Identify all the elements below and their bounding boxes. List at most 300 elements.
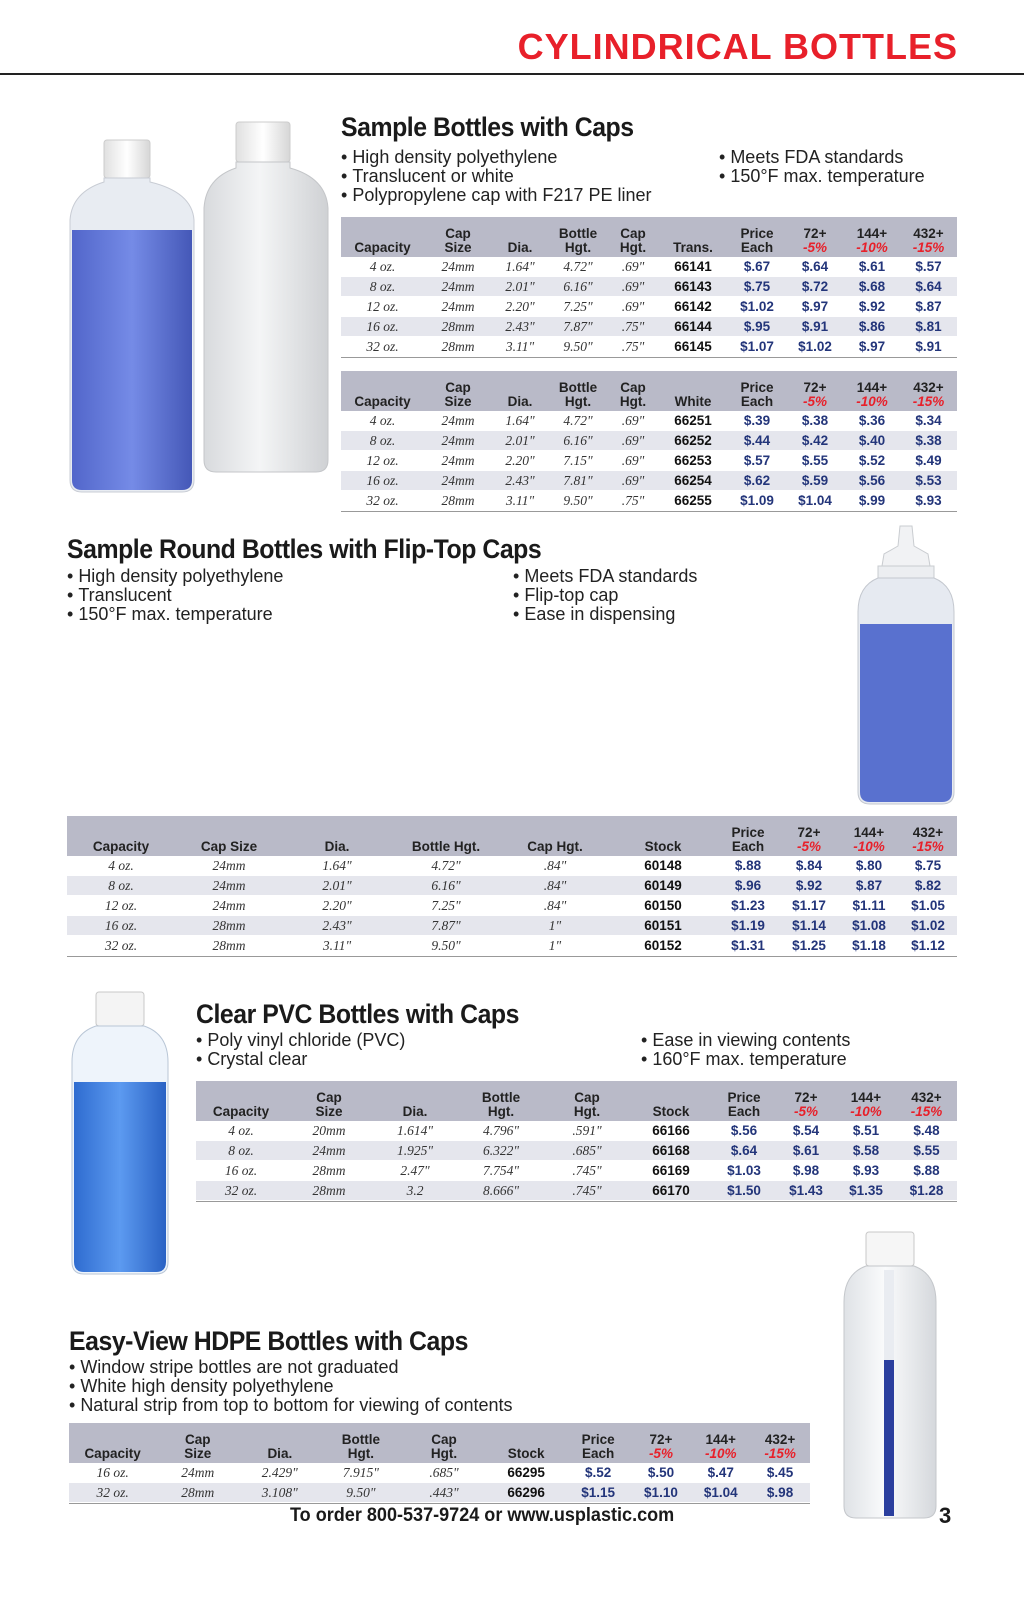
bullet-item: • Crystal clear (196, 1050, 405, 1069)
column-header-qty-144 (844, 217, 900, 257)
price-cell: $.82 (914, 878, 942, 893)
price-cell: $1.43 (789, 1183, 823, 1198)
spec-cell: .69" (621, 473, 645, 488)
price-cell: $.64 (730, 1143, 758, 1158)
bullet-item: • Poly vinyl chloride (PVC) (196, 1031, 405, 1050)
price-cell: $.99 (858, 493, 886, 508)
column-header-qty-432 (899, 816, 957, 856)
discount-label: -10% (856, 240, 888, 255)
header-line: Hgt. (573, 1104, 601, 1119)
spec-cell: 4.796" (482, 1123, 520, 1138)
easyview-title: Easy-View HDPE Bottles with Caps (69, 1326, 468, 1356)
price-cell: $.50 (647, 1465, 675, 1480)
column-header-capacity: Capacity (354, 240, 411, 255)
spec-cell: .84" (543, 858, 567, 873)
header-line: Cap (184, 1432, 211, 1447)
header-line: Each (740, 394, 774, 409)
stock-number: 66252 (674, 433, 712, 448)
spec-cell: 8 oz. (108, 878, 134, 893)
price-cell: $.61 (792, 1143, 820, 1158)
price-cell: $.39 (743, 413, 771, 428)
bullet-item: • 150°F max. temperature (719, 167, 925, 186)
spec-cell: 2.20" (505, 299, 535, 314)
price-cell: $.92 (858, 299, 886, 314)
spec-cell: .84" (543, 898, 567, 913)
spec-cell: 2.47" (400, 1163, 430, 1178)
price-cell: $.91 (915, 339, 942, 354)
header-line: Bottle (558, 380, 598, 395)
price-cell: $.34 (915, 413, 942, 428)
header-line: Each (581, 1446, 615, 1461)
table-row (341, 277, 957, 297)
price-cell: $.91 (801, 319, 829, 334)
column-header-qty-72 (786, 371, 844, 411)
column-header-stock: Trans. (673, 240, 713, 255)
header-line: Price (740, 380, 774, 395)
price-cell: $1.04 (703, 1485, 738, 1500)
column-header-price (712, 1081, 776, 1121)
stock-number: 66143 (674, 279, 712, 294)
column-header-qty-144 (839, 816, 899, 856)
bullet-item: • Ease in viewing contents (641, 1031, 850, 1050)
price-cell: $.93 (915, 493, 942, 508)
price-cell: $.57 (915, 259, 942, 274)
easyview-bottle-photo (840, 1230, 940, 1520)
spec-cell: 16 oz. (224, 1163, 258, 1178)
header-line: Hgt. (430, 1446, 458, 1461)
spec-cell: .685" (429, 1465, 459, 1480)
price-cell: $.98 (766, 1485, 794, 1500)
easyview-table (69, 1423, 810, 1504)
bullet-item: • Window stripe bottles are not graduated (69, 1358, 513, 1377)
table-header-row (67, 816, 957, 856)
pvc-bullets-right (641, 1031, 850, 1069)
spec-cell: 2.20" (505, 453, 535, 468)
price-cell: $1.08 (852, 918, 886, 933)
table-row (341, 411, 957, 431)
spec-cell: 20mm (312, 1123, 346, 1138)
table-row (67, 916, 957, 936)
header-line: Hgt. (347, 1446, 375, 1461)
spec-cell: 28mm (441, 493, 475, 508)
rule-cell (196, 1201, 957, 1203)
table-header-row (69, 1423, 810, 1463)
price-cell: $1.17 (792, 898, 826, 913)
price-cell: $.47 (707, 1465, 734, 1480)
column-header-qty-144 (691, 1423, 750, 1463)
fliptop-bottle-photo (856, 524, 956, 806)
discount-label: -15% (912, 839, 944, 854)
spec-cell: 1.614" (396, 1123, 434, 1138)
fliptop-bullets-left (67, 567, 283, 624)
spec-cell: 2.01" (322, 878, 352, 893)
spec-cell: 9.50" (563, 493, 593, 508)
spec-cell: 24mm (441, 259, 475, 274)
price-cell: $1.19 (731, 918, 765, 933)
column-header-qty-432 (750, 1423, 810, 1463)
price-cell: $.97 (858, 339, 886, 354)
price-cell: $1.03 (727, 1163, 761, 1178)
qty-break-label: 432+ (764, 1432, 796, 1447)
fliptop-title: Sample Round Bottles with Flip-Top Caps (67, 534, 542, 564)
column-header-qty-432 (896, 1081, 957, 1121)
column-header-stock: Stock (652, 1104, 690, 1119)
spec-cell: 32 oz. (96, 1485, 129, 1500)
price-cell: $.64 (915, 279, 942, 294)
spec-cell: 9.50" (346, 1485, 376, 1500)
spec-cell: 12 oz. (366, 453, 399, 468)
spec-cell: 28mm (312, 1183, 346, 1198)
price-cell: $.68 (858, 279, 886, 294)
bullet-item: • 150°F max. temperature (67, 605, 283, 624)
header-line: Bottle (341, 1432, 381, 1447)
table-bottom-rule (67, 956, 957, 958)
price-cell: $1.02 (798, 339, 832, 354)
header-line: Hgt. (564, 240, 592, 255)
bullet-item: • High density polyethylene (67, 567, 283, 586)
price-cell: $.53 (915, 473, 942, 488)
spec-cell: .84" (543, 878, 567, 893)
price-cell: $.84 (795, 858, 823, 873)
stock-number: 66166 (652, 1123, 690, 1138)
header-line: Cap (574, 1090, 600, 1105)
spec-cell: 6.16" (563, 433, 593, 448)
spec-cell: .685" (572, 1143, 602, 1158)
qty-break-label: 432+ (913, 380, 944, 395)
discount-label: -10% (853, 839, 885, 854)
spec-cell: 24mm (312, 1143, 346, 1158)
table-row (341, 431, 957, 451)
spec-cell: .69" (621, 279, 645, 294)
spec-cell: 4 oz. (108, 858, 134, 873)
spec-cell: 2.01" (505, 279, 535, 294)
table-row (341, 257, 957, 277)
table-header-row (196, 1081, 957, 1121)
sample-bottles-photo (64, 120, 334, 500)
column-header-bottle-hgt: Bottle Hgt. (411, 839, 481, 854)
spec-cell: 24mm (212, 898, 246, 913)
table-bottom-rule (341, 357, 957, 359)
stock-number: 66254 (674, 473, 712, 488)
price-cell: $1.50 (727, 1183, 761, 1198)
price-cell: $.52 (584, 1465, 612, 1480)
column-header-price (566, 1423, 631, 1463)
column-header-bottle-hgt (548, 371, 608, 411)
discount-label: -10% (704, 1446, 737, 1461)
spec-cell: .69" (621, 299, 645, 314)
price-cell: $.97 (801, 299, 829, 314)
price-cell: $.86 (858, 319, 886, 334)
price-cell: $1.02 (911, 918, 945, 933)
spec-cell: 3.11" (322, 938, 352, 953)
spec-cell: 7.25" (563, 299, 593, 314)
fliptop-table (67, 816, 957, 957)
spec-cell: 24mm (441, 473, 475, 488)
table-row (196, 1181, 957, 1201)
sample-bullets-left (341, 148, 651, 205)
qty-break-label: 72+ (794, 1090, 818, 1105)
qty-break-label: 432+ (913, 226, 944, 241)
discount-label: -5% (793, 1104, 818, 1119)
price-cell: $1.11 (852, 898, 886, 913)
spec-cell: 16 oz. (104, 918, 138, 933)
stock-number: 66296 (507, 1485, 545, 1500)
discount-label: -15% (910, 1104, 943, 1119)
column-header-cap-size (424, 217, 492, 257)
stock-number: 66168 (652, 1143, 690, 1158)
price-cell: $1.14 (792, 918, 826, 933)
spec-cell: 4 oz. (228, 1123, 254, 1138)
spec-cell: 6.322" (482, 1143, 520, 1158)
price-cell: $1.35 (849, 1183, 883, 1198)
spec-cell: 8 oz. (228, 1143, 254, 1158)
qty-break-label: 144+ (850, 1090, 882, 1105)
discount-label: -5% (796, 839, 821, 854)
column-header-dia: Dia. (507, 240, 533, 255)
table-row (69, 1483, 810, 1503)
stock-number: 60152 (644, 938, 682, 953)
title-divider (0, 73, 1024, 75)
stock-number: 66295 (507, 1465, 545, 1480)
spec-cell: 28mm (181, 1485, 215, 1500)
spec-cell: 7.87" (563, 319, 593, 334)
price-cell: $.75 (914, 858, 942, 873)
price-cell: $.87 (915, 299, 942, 314)
spec-cell: 1.64" (505, 413, 535, 428)
qty-break-label: 72+ (803, 226, 827, 241)
bullet-item: • Meets FDA standards (513, 567, 697, 586)
price-cell: $1.04 (798, 493, 832, 508)
spec-cell: 32 oz. (104, 938, 138, 953)
spec-cell: 4 oz. (369, 259, 396, 274)
price-cell: $.58 (852, 1143, 880, 1158)
stock-number: 66141 (674, 259, 712, 274)
spec-cell: .69" (621, 413, 645, 428)
rule-cell (341, 511, 957, 513)
header-line: Cap (620, 380, 646, 395)
column-header-qty-144 (836, 1081, 896, 1121)
column-header-qty-144 (844, 371, 900, 411)
bullet-item: • Flip-top cap (513, 586, 697, 605)
column-header-capacity: Capacity (212, 1104, 270, 1119)
price-cell: $.87 (855, 878, 883, 893)
spec-cell: 24mm (212, 878, 246, 893)
price-cell: $.57 (743, 453, 771, 468)
table-row (69, 1463, 810, 1483)
spec-cell: 2.01" (505, 433, 535, 448)
spec-cell: .745" (572, 1183, 602, 1198)
spec-cell: .443" (429, 1485, 459, 1500)
column-header-cap-hgt (401, 1423, 486, 1463)
column-header-bottle-hgt (548, 217, 608, 257)
stock-number: 60148 (644, 858, 682, 873)
price-cell: $.93 (852, 1163, 880, 1178)
column-header-qty-72 (786, 217, 844, 257)
price-cell: $.92 (795, 878, 823, 893)
spec-cell: 24mm (441, 299, 475, 314)
spec-cell: .591" (572, 1123, 602, 1138)
qty-break-label: 72+ (649, 1432, 673, 1447)
stock-number: 66251 (674, 413, 712, 428)
spec-cell: .75" (621, 493, 645, 508)
column-header-stock: Stock (507, 1446, 545, 1461)
bullet-item: • Translucent or white (341, 167, 651, 186)
qty-break-label: 432+ (911, 1090, 942, 1105)
table-header-row (341, 217, 957, 257)
pvc-bottle-photo (68, 990, 172, 1277)
spec-cell: 28mm (441, 339, 475, 354)
price-cell: $.40 (858, 433, 886, 448)
easyview-bullets (69, 1358, 513, 1415)
price-cell: $.62 (743, 473, 771, 488)
qty-break-label: 72+ (803, 380, 827, 395)
column-header-stock: White (674, 394, 712, 409)
stock-number: 60149 (644, 878, 682, 893)
header-line: Hgt. (487, 1104, 515, 1119)
table-header-row (341, 371, 957, 411)
column-header-qty-72 (776, 1081, 836, 1121)
price-cell: $1.09 (740, 493, 774, 508)
spec-cell: 6.16" (431, 878, 461, 893)
spec-cell: 6.16" (563, 279, 593, 294)
price-cell: $1.10 (644, 1485, 678, 1500)
bullet-item: • Polypropylene cap with F217 PE liner (341, 186, 651, 205)
stock-number: 66170 (652, 1183, 690, 1198)
spec-cell: 16 oz. (366, 319, 399, 334)
column-header-dia: Dia. (267, 1446, 293, 1461)
spec-cell: 12 oz. (366, 299, 399, 314)
price-cell: $.80 (855, 858, 883, 873)
spec-cell: 24mm (181, 1465, 215, 1480)
header-line: Price (581, 1432, 615, 1447)
price-cell: $.67 (743, 259, 771, 274)
stock-number: 66253 (674, 453, 712, 468)
price-cell: $.36 (858, 413, 886, 428)
column-header-cap-hgt (608, 217, 658, 257)
price-cell: $.64 (801, 259, 829, 274)
spec-cell: 16 oz. (96, 1465, 129, 1480)
header-line: Each (740, 240, 774, 255)
qty-break-label: 72+ (797, 825, 821, 840)
table-row (341, 337, 957, 357)
spec-cell: 28mm (312, 1163, 346, 1178)
price-cell: $.75 (743, 279, 771, 294)
price-cell: $.51 (852, 1123, 880, 1138)
price-cell: $.88 (913, 1163, 940, 1178)
rule-cell (341, 357, 957, 359)
price-cell: $.81 (915, 319, 942, 334)
spec-cell: 24mm (441, 413, 475, 428)
bullet-item: • High density polyethylene (341, 148, 651, 167)
sample-white-table (341, 371, 957, 512)
column-header-bottle-hgt (320, 1423, 401, 1463)
price-cell: $1.02 (740, 299, 774, 314)
bullet-item: • Meets FDA standards (719, 148, 925, 167)
price-cell: $1.25 (792, 938, 826, 953)
header-line: Hgt. (619, 240, 647, 255)
column-header-dia: Dia. (402, 1104, 428, 1119)
spec-cell: 7.915" (342, 1465, 379, 1480)
spec-cell: .75" (621, 339, 645, 354)
spec-cell: 4.72" (563, 259, 593, 274)
column-header-dia: Dia. (324, 839, 350, 854)
stock-number: 66255 (674, 493, 712, 508)
price-cell: $1.18 (852, 938, 886, 953)
spec-cell: 24mm (212, 858, 246, 873)
spec-cell: 7.81" (563, 473, 593, 488)
column-header-cap-size (156, 1423, 239, 1463)
spec-cell: 3.11" (505, 493, 535, 508)
header-line: Bottle (481, 1090, 521, 1105)
table-row (196, 1141, 957, 1161)
price-cell: $.52 (858, 453, 886, 468)
header-line: Price (727, 1090, 761, 1105)
column-header-dia: Dia. (507, 394, 533, 409)
table-row (341, 491, 957, 511)
sample-trans-table (341, 217, 957, 358)
price-cell: $.59 (801, 473, 829, 488)
pvc-bullets-left (196, 1031, 405, 1069)
bullet-item: • Translucent (67, 586, 283, 605)
price-cell: $1.07 (740, 339, 774, 354)
spec-cell: 1" (548, 918, 562, 933)
spec-cell: 3.11" (505, 339, 535, 354)
pvc-title: Clear PVC Bottles with Caps (196, 999, 520, 1029)
stock-number: 60150 (644, 898, 682, 913)
price-cell: $.98 (792, 1163, 820, 1178)
header-line: Hgt. (564, 394, 592, 409)
table-row (196, 1161, 957, 1181)
spec-cell: .69" (621, 259, 645, 274)
price-cell: $.61 (858, 259, 886, 274)
order-info: To order 800-537-9724 or www.usplastic.com (290, 1505, 675, 1526)
discount-label: -15% (912, 394, 945, 409)
spec-cell: 7.25" (431, 898, 461, 913)
spec-cell: 24mm (441, 453, 475, 468)
discount-label: -15% (912, 240, 945, 255)
bullet-item: • White high density polyethylene (69, 1377, 513, 1396)
price-cell: $.95 (743, 319, 771, 334)
spec-cell: 4.72" (563, 413, 593, 428)
table-row (341, 317, 957, 337)
header-line: Cap (445, 380, 471, 395)
price-cell: $.38 (801, 413, 829, 428)
spec-cell: 7.754" (482, 1163, 520, 1178)
page-title: CYLINDRICAL BOTTLES (517, 26, 958, 67)
column-header-capacity: Capacity (92, 839, 150, 854)
spec-cell: 8 oz. (369, 279, 396, 294)
price-cell: $.96 (734, 878, 762, 893)
header-line: Bottle (558, 226, 598, 241)
spec-cell: 8 oz. (369, 433, 396, 448)
spec-cell: 9.50" (431, 938, 461, 953)
column-header-cap-size: Cap Size (200, 839, 258, 854)
price-cell: $1.05 (911, 898, 945, 913)
column-header-stock: Stock (644, 839, 682, 854)
header-line: Size (184, 1446, 212, 1461)
price-cell: $.56 (730, 1123, 758, 1138)
spec-cell: 1" (548, 938, 562, 953)
column-header-price: Price Each (731, 825, 765, 854)
qty-break-label: 432+ (912, 825, 944, 840)
header-line: Price (740, 226, 774, 241)
spec-cell: 4.72" (431, 858, 461, 873)
header-line: Cap (620, 226, 646, 241)
spec-cell: 24mm (441, 433, 475, 448)
column-header-qty-72 (779, 816, 839, 856)
table-row (67, 876, 957, 896)
price-cell: $.72 (801, 279, 829, 294)
